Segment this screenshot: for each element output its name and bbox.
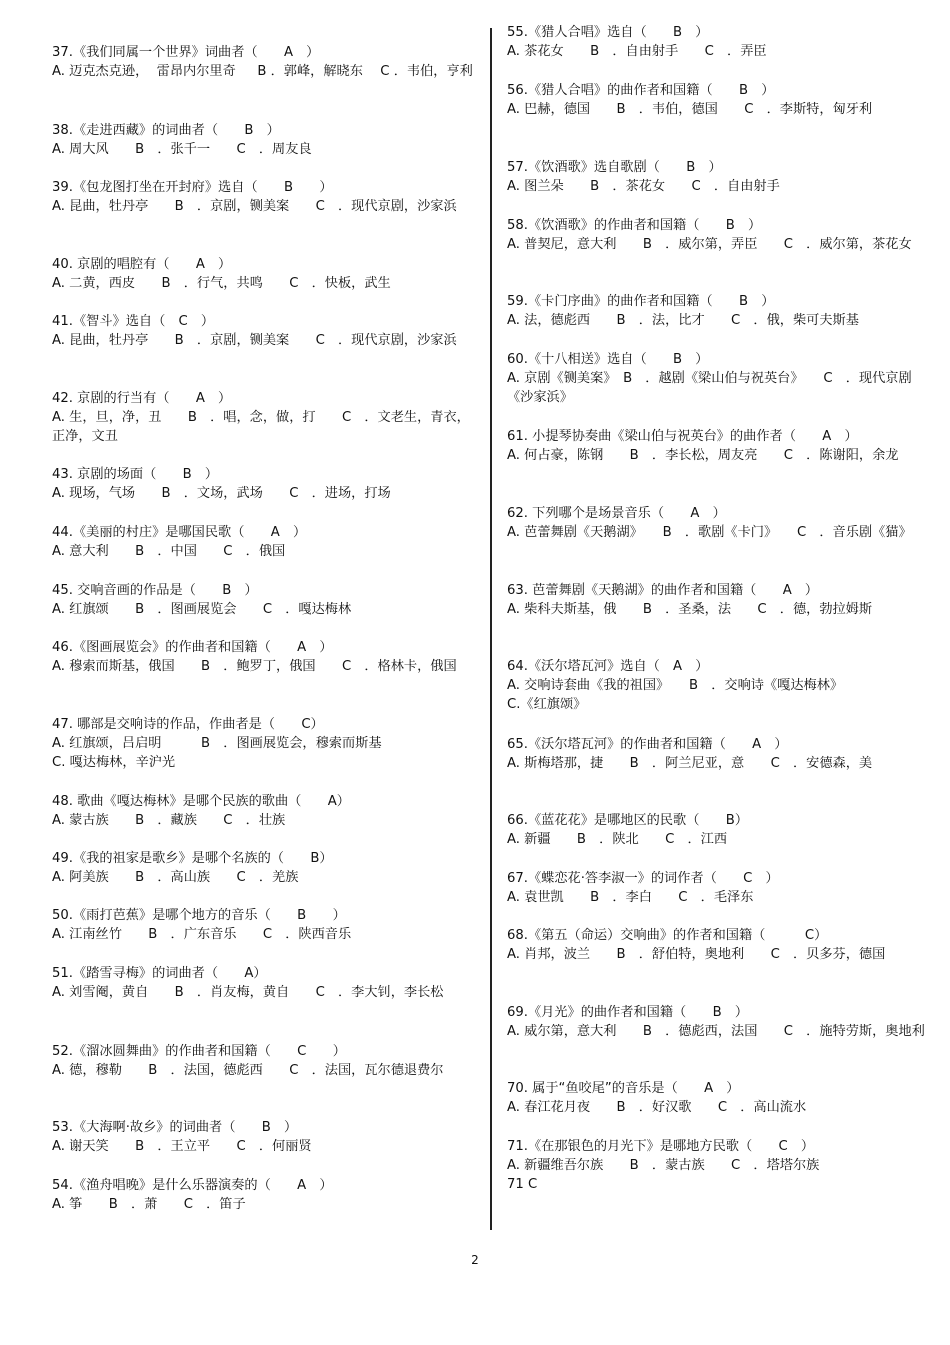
question-stem: 57.《饮酒歌》选自歌剧（ B ） — [507, 160, 722, 175]
question-block — [52, 1042, 474, 1080]
question-options: A. 茶花女 B ．自由射手 C ．弄臣 — [507, 44, 767, 60]
question-options: A. 何占豪，陈钢 B ．李长松，周友亮 C ．陈谢阳，余龙 — [507, 448, 899, 464]
question-block — [507, 1003, 925, 1041]
question-options: A. 江南丝竹 B ．广东音乐 C ．陕西音乐 — [52, 927, 352, 943]
question-block — [52, 849, 474, 887]
question-stem: 40. 京剧的唱腔有（ A ） — [52, 257, 232, 272]
question-stem: 56.《猎人合唱》的曲作者和国籍（ B ） — [507, 83, 775, 98]
question-options: A. 芭蕾舞剧《天鹅湖》 B ．歌剧《卡门》 C ．音乐剧《猫》 — [507, 525, 912, 541]
question-stem: 69.《月光》的曲作者和国籍（ B ） — [507, 1005, 749, 1020]
question-options: A. 蒙古族 B ．藏族 C ．壮族 — [52, 813, 286, 829]
question-stem: 49.《我的祖家是歌乡》是哪个名族的（ B） — [52, 851, 333, 866]
question-options: A. 德，穆勒 B ．法国，德彪西 C ．法国，瓦尔德退费尔 — [52, 1063, 444, 1079]
question-options: A. 谢天笑 B ．王立平 C ．何丽贤 — [52, 1139, 312, 1155]
question-stem: 46.《图画展览会》的作曲者和国籍（ A ） — [52, 640, 333, 655]
question-options: A. 穆索而斯基，俄国 B ．鲍罗丁，俄国 C ．格林卡，俄国 — [52, 659, 457, 675]
question-options: A. 图兰朵 B ．茶花女 C ．自由射手 — [507, 179, 780, 195]
question-block — [507, 581, 925, 619]
question-block — [52, 255, 474, 293]
question-stem: 66.《蓝花花》是哪地区的民歌（ B） — [507, 813, 749, 828]
question-stem: 70. 属于“鱼咬尾”的音乐是（ A ） — [507, 1081, 740, 1096]
question-stem: 55.《猎人合唱》选自（ B ） — [507, 25, 709, 40]
question-stem: 47. 哪部是交响诗的作品，作曲者是（ C） — [52, 717, 324, 732]
question-stem: 68.《第五（命运）交响曲》的作者和国籍（ C） — [507, 928, 828, 943]
question-stem: 67.《蝶恋花·答李淑一》的词作者（ C ） — [507, 871, 779, 886]
question-options: A. 新疆 B ．陕北 C ．江西 — [507, 832, 728, 848]
question-options: A. 意大利 B ．中国 C ．俄国 — [52, 544, 286, 560]
question-block — [507, 811, 925, 849]
question-block — [507, 657, 925, 715]
question-stem: 51.《踏雪寻梅》的词曲者（ A） — [52, 966, 267, 981]
question-stem: 54.《渔舟唱晚》是什么乐器演奏的（ A ） — [52, 1178, 333, 1193]
question-block — [52, 1176, 474, 1214]
question-block — [507, 926, 925, 964]
question-block — [52, 312, 474, 350]
question-block — [507, 427, 925, 465]
question-options: A. 二黄，西皮 B ．行气，共鸣 C ．快板，武生 — [52, 276, 391, 292]
question-stem: 37.《我们同属一个世界》词曲者（ A ） — [52, 45, 320, 60]
question-block — [52, 638, 474, 676]
question-block — [507, 869, 925, 907]
question-options: A. 筝 B ．萧 C ．笛子 — [52, 1197, 246, 1213]
question-stem: 38.《走进西藏》的词曲者（ B ） — [52, 123, 280, 138]
question-options: A. 柴科夫斯基，俄 B ．圣桑，法 C ．德，勃拉姆斯 — [507, 602, 873, 618]
question-stem: 44.《美丽的村庄》是哪国民歌（ A ） — [52, 525, 307, 540]
question-options: A. 威尔第，意大利 B ．德彪西，法国 C ．施特劳斯，奥地利 — [507, 1024, 925, 1040]
question-block — [507, 216, 925, 254]
question-stem: 53.《大海啊·故乡》的词曲者（ B ） — [52, 1120, 298, 1135]
question-options: A. 生，旦，净，丑 B ．唱，念，做，打 C ．文老生，青衣，正净，文丑 — [52, 410, 470, 445]
question-options: A. 肖邦，波兰 B ．舒伯特，奥地利 C ．贝多芬，德国 — [507, 947, 886, 963]
question-block — [52, 121, 474, 159]
question-options: A. 新疆维吾尔族 B ．蒙古族 C ．塔塔尔族 — [507, 1158, 820, 1174]
question-options: A. 巴赫，德国 B ．韦伯，德国 C ．李斯特，匈牙利 — [507, 102, 873, 118]
question-block — [507, 81, 925, 119]
question-block — [507, 292, 925, 330]
question-block — [52, 465, 474, 503]
question-stem: 41.《智斗》选自（ C ） — [52, 314, 215, 329]
question-block — [52, 964, 474, 1002]
question-stem: 61. 小提琴协奏曲《梁山伯与祝英台》的曲作者（ A ） — [507, 429, 858, 444]
question-block — [507, 735, 925, 773]
question-options: A. 红旗颂 B ．图画展览会 C ．嘎达梅林 — [52, 602, 352, 618]
question-block — [52, 43, 474, 81]
question-options: 71 C — [507, 1177, 538, 1193]
question-stem: 63. 芭蕾舞剧《天鹅湖》的曲作者和国籍（ A ） — [507, 583, 819, 598]
question-block — [52, 906, 474, 944]
question-block — [52, 178, 474, 216]
question-stem: 48. 歌曲《嘎达梅林》是哪个民族的歌曲（ A） — [52, 794, 350, 809]
question-stem: 60.《十八相送》选自（ B ） — [507, 352, 709, 367]
page-number: 2 — [471, 1253, 479, 1267]
question-block — [52, 523, 474, 561]
question-options: A. 斯梅塔那，捷 B ．阿兰尼亚，意 C ．安德森，美 — [507, 756, 873, 772]
question-options: A. 交响诗套曲《我的祖国》 B ．交响诗《嘎达梅林》 — [507, 678, 844, 694]
question-block — [52, 792, 474, 830]
question-block — [507, 504, 925, 542]
question-options: A. 周大风 B ．张千一 C ．周友良 — [52, 142, 312, 158]
question-options: A. 京剧《铡美案》 B ．越剧《梁山伯与祝英台》 C ．现代京剧《沙家浜》 — [507, 371, 912, 406]
question-stem: 71.《在那银色的月光下》是哪地方民歌（ C ） — [507, 1139, 815, 1154]
question-stem: 39.《包龙图打坐在开封府》选自（ B ） — [52, 180, 333, 195]
question-block — [507, 350, 925, 408]
question-options: A. 现场，气场 B ．文场，武场 C ．进场，打场 — [52, 486, 391, 502]
question-block — [507, 1079, 925, 1117]
question-block — [507, 1137, 925, 1195]
question-stem: 62. 下列哪个是场景音乐（ A ） — [507, 506, 726, 521]
question-options: A. 刘雪阉，黄自 B ．肖友梅，黄自 C ．李大钊，李长松 — [52, 985, 444, 1001]
question-block — [52, 715, 474, 773]
question-block — [507, 23, 925, 61]
question-block — [52, 1118, 474, 1156]
question-stem: 42. 京剧的行当有（ A ） — [52, 391, 232, 406]
question-stem: 45. 交响音画的作品是（ B ） — [52, 583, 258, 598]
question-stem: 52.《溜冰圆舞曲》的作曲者和国籍（ C ） — [52, 1044, 346, 1059]
question-options: A. 昆曲，牡丹亭 B ．京剧，铡美案 C ．现代京剧，沙家浜 — [52, 199, 457, 215]
question-options: A. 普契尼，意大利 B ．威尔第，弄臣 C ．威尔第，茶花女 — [507, 237, 912, 253]
question-options: A. 昆曲，牡丹亭 B ．京剧，铡美案 C ．现代京剧，沙家浜 — [52, 333, 457, 349]
question-stem: 58.《饮酒歌》的作曲者和国籍（ B ） — [507, 218, 762, 233]
column-divider — [490, 28, 492, 1230]
question-block — [52, 581, 474, 619]
question-options: A. 春江花月夜 B ．好汉歌 C ．高山流水 — [507, 1100, 807, 1116]
question-options: A. 法，德彪西 B ．法，比才 C ．俄，柴可夫斯基 — [507, 313, 859, 329]
question-stem: 65.《沃尔塔瓦河》的作曲者和国籍（ A ） — [507, 737, 788, 752]
question-stem: 43. 京剧的场面（ B ） — [52, 467, 219, 482]
question-options: C. 嘎达梅林，辛沪光 — [52, 755, 176, 771]
question-stem: 50.《雨打芭蕉》是哪个地方的音乐（ B ） — [52, 908, 346, 923]
question-options: A. 迈克杰克逊， 雷昂内尔里奇 B ．郭峰，解晓东 C ．韦伯，亨利 — [52, 64, 473, 80]
question-stem: 64.《沃尔塔瓦河》选自（ A ） — [507, 659, 709, 674]
question-stem: 59.《卡门序曲》的曲作者和国籍（ B ） — [507, 294, 775, 309]
question-options: A. 袁世凯 B ．李白 C ．毛泽东 — [507, 890, 754, 906]
question-options: A. 红旗颂，吕启明 B ．图画展览会，穆索而斯基 — [52, 736, 382, 752]
question-options: A. 阿美族 B ．高山族 C ．羌族 — [52, 870, 299, 886]
question-block — [52, 389, 474, 447]
question-block — [507, 158, 925, 196]
question-options: C.《红旗颂》 — [507, 697, 587, 713]
